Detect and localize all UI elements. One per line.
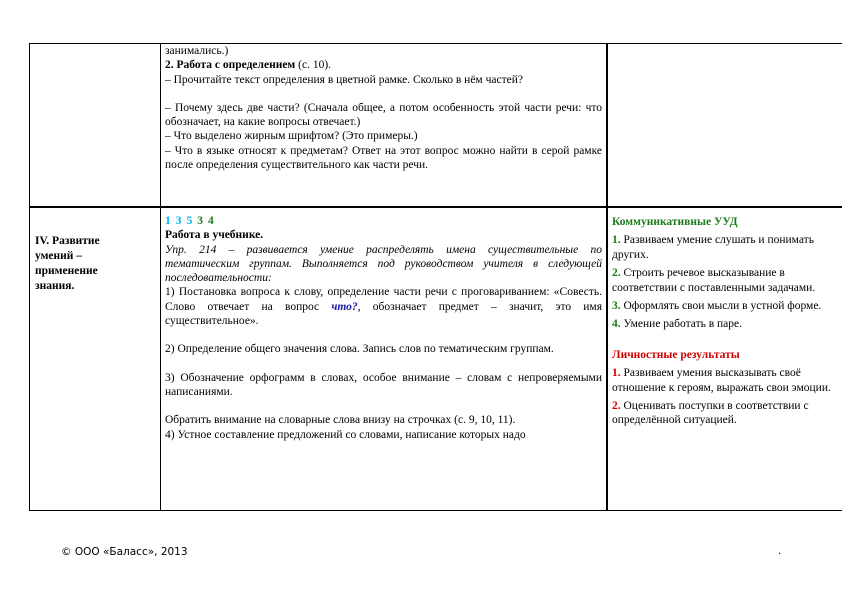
communicative-item-2 — [612, 266, 832, 295]
step-1-question: что? — [331, 300, 358, 313]
step-3: 3) Обозначение орфограмм в словах, особое внимание – словам с непроверяемыми написаниями. — [165, 371, 602, 398]
communicative-item-1 — [612, 233, 832, 262]
item-number: 3. — [612, 300, 621, 313]
section-heading-page: (с. 10). — [295, 59, 332, 72]
section-heading — [165, 58, 602, 72]
table-border-bottom — [29, 510, 842, 511]
item-text: Развиваем умение слушать и понимать других. — [612, 234, 814, 261]
step-1-text-a: 1) Постановка вопроса к слову, определение части речи с проговариванием: «Совесть. Слово отвечает на вопрос — [165, 286, 602, 313]
item-number: 1. — [612, 367, 621, 380]
continued-line: занимались.) — [165, 45, 229, 57]
number-3: 3 — [175, 215, 182, 227]
note: Обратить внимание на словарные слова внизу на строчках (с. 9, 10, 11). — [165, 414, 516, 427]
communicative-item-4 — [612, 317, 832, 331]
question-2: – Почему здесь две части? (Сначала общее, а потом особенность этой части речи: что обозначает, на какие вопросы отвечает.) — [165, 101, 602, 129]
footer-dot: . — [778, 545, 782, 557]
exercise-intro: Упр. 214 – развивается умение распределять имена существительные по тематическим группам. Выполняется под руководством учителя в следующей последовательности: — [165, 243, 602, 285]
communicative-item-3 — [612, 299, 832, 313]
table-border-row — [29, 206, 842, 208]
item-text: Оформлять свои мысли в устной форме. — [620, 300, 822, 313]
item-number: 1. — [612, 234, 621, 247]
item-text: Развиваем умения высказывать своё отношение к героям, выражать свои эмоции. — [612, 367, 831, 394]
number-4-green: 4 — [208, 215, 214, 227]
item-number: 2. — [612, 267, 621, 280]
copyright-footer: © ООО «Баласс», 2013 — [61, 546, 188, 558]
question-1: – Прочитайте текст определения в цветной рамке. Сколько в нём частей? — [165, 73, 523, 86]
section-heading-title: 2. Работа с определением — [165, 59, 296, 72]
table-divider-1 — [160, 43, 161, 511]
item-number: 2. — [612, 400, 621, 413]
step-2: 2) Определение общего значения слова. Запись слов по тематическим группам. — [165, 343, 554, 356]
row2-lesson-content — [165, 214, 602, 442]
row2-outcomes — [612, 215, 832, 428]
number-3-green: 3 — [197, 215, 203, 227]
personal-item-1 — [612, 366, 832, 395]
question-3: – Что выделено жирным шрифтом? (Это примеры.) — [165, 130, 418, 143]
step-4: 4) Устное составление предложений со словами, написание которых надо — [165, 428, 526, 441]
personal-title: Личностные результаты — [612, 348, 740, 361]
step-1 — [165, 285, 602, 328]
question-4: – Что в языке относят к предметам? Ответ на этот вопрос можно найти в серой рамке после определения существительного как части речи. — [165, 144, 602, 172]
work-heading: Работа в учебнике. — [165, 229, 264, 242]
item-text: Умение работать в паре. — [620, 318, 743, 331]
step-1-text-b: , обозначает предмет – значит, это имя существительное». — [165, 300, 602, 328]
communicative-title: Коммуникативные УУД — [612, 216, 738, 228]
number-5: 5 — [186, 215, 193, 227]
stage-title: IV. Развитие умений – применение знания. — [35, 235, 100, 292]
activity-numbers — [165, 214, 602, 228]
personal-item-2 — [612, 399, 832, 428]
table-border-left — [29, 43, 30, 511]
item-text: Оценивать поступки в соответствии с определённой ситуацией. — [612, 400, 809, 427]
row1-lesson-content — [165, 44, 602, 172]
number-1: 1 — [165, 215, 171, 227]
item-number: 4. — [612, 318, 621, 331]
item-text: Строить речевое высказывание в соответствии с поставленными задачами. — [612, 267, 816, 294]
table-divider-2 — [606, 43, 608, 511]
